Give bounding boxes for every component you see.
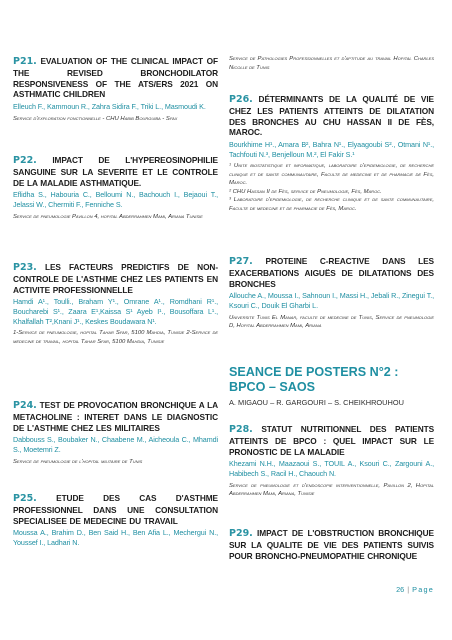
page-footer [396, 585, 434, 594]
abstract-p23 [13, 262, 218, 346]
abstract-affiliation: 1-Service de pneumologie, hopital Tahar Sfar, 5100 Mahdia, Tunisie 2-Service de medecine de travail, hopital Tahar Sfar, 5100 Mahdia, Tunisie [13, 330, 218, 345]
abstract-p21 [13, 56, 218, 123]
abstract-title: P22. IMPACT DE L'HYPEREOSINOPHILIE SANGUINE SUR LA SEVERITE ET LE CONTROLE DE LA MALADIE ASTHMATIQUE. [13, 155, 218, 188]
abstract-number: P24. [13, 400, 37, 411]
abstract-authors: Dabbouss S., Boubaker N., Chaabene M., Aicheoula C., Mhamdi S., Moetemri Z. [13, 435, 218, 454]
abstract-authors: Moussa A., Brahim D., Ben Said H., Ben Afia L., Mechergui N., Youssef I., Ladhari N. [13, 528, 218, 547]
abstract-number: P25. [13, 493, 37, 504]
abstract-p26 [229, 94, 434, 213]
abstract-affiliation: Universite Tunis El Manar, faculte de medecine de Tunis, Service de pneumologie D, Hopital Abderrahmen Mami, Ariana [229, 314, 434, 330]
abstract-title: P21. EVALUATION OF THE CLINICAL IMPACT OF THE REVISED BRONCHODILATOR RESPONSIVENESS OF THE ATS/ERS 2021 ON ASTHMATIC CHILDREN [13, 56, 218, 100]
abstract-p25 [13, 493, 218, 548]
abstract-affiliation: Service de pneumologie et d'endoscopie interventionnelle, Pavillon 2, Hopital Abderrahmen Mami, Ariana, Tunisie [229, 482, 434, 498]
abstract-title: P27. PROTEINE C-REACTIVE DANS LES EXACERBATIONS AIGUËS DE DILATATIONS DES BRONCHES [229, 256, 434, 289]
page-number: 26 [396, 585, 405, 594]
abstract-title: P23. LES FACTEURS PREDICTIFS DE NON-CONTROLE DE L'ASTHME CHEZ LES PATIENTS EN ACTIVITE PROFESSIONNELLE [13, 262, 218, 295]
abstract-number: P23. [13, 262, 37, 273]
footer-separator: | [407, 585, 410, 594]
abstract-number: P22. [13, 155, 37, 166]
abstract-title: P28. STATUT NUTRITIONNEL DES PATIENTS ATTEINTS DE BPCO : QUEL IMPACT SUR LE PRONOSTIC DE LA MALADIE [229, 424, 434, 457]
abstract-affiliation: Service de Pathologies Professionnelles et d'aptitude au travail Hopital Charles Nicolle de Tunis [229, 56, 434, 71]
affiliation-line: ³ Laboratoire d'epidemiologie, de recherche clinique et de sante communautaire, Faculte de medecine et de pharmacie de Fès, Maroc. [229, 197, 434, 212]
abstract-authors: Eflidha S., Habouria C., Belloumi N., Bachouch I., Bejaoui T., Jelassi W., Chermiti F., Fenniche S. [13, 190, 218, 209]
abstract-authors: Bourkhime H¹., Amara B², Bahra N¹., Elyaagoubi S²., Otmani N¹., Tachfouti N.³, Benjelloun M.², El Fakir S.¹ [229, 140, 434, 159]
affiliation-line: ¹ Unite biostatistique et informatique, laboratoire d'epidemiologie, de recherche clinique et de sante communautaire, Faculte de medecine et de pharmacie de Fès, Maroc. [229, 163, 434, 187]
session-chairs: A. MIGAOU – R. GARGOURI – S. CHEIKHROUHOU [229, 398, 404, 407]
abstract-title: P29. IMPACT DE L'OBSTRUCTION BRONCHIQUE SUR LA QUALITE DE VIE DES PATIENTS SUIVIS POUR BRONCHO-PNEUMOPATHIE CHRONIQUE [229, 528, 434, 561]
abstract-number: P21. [13, 56, 37, 67]
abstract-authors: Khezami N.H., Maazaoui S., TOUIL A., Ksouri C., Zargouni A., Habibech S., Racil H., Chaouch N. [229, 459, 434, 478]
continued-affiliation [229, 55, 434, 72]
abstract-p29 [229, 528, 434, 561]
abstract-number: P28. [229, 424, 253, 435]
abstract-authors: Elleuch F., Kammoun R., Zahra Sidira F., Triki L., Masmoudi K. [13, 102, 206, 112]
abstract-number: P27. [229, 256, 253, 267]
abstract-affiliation: Service de pneumologie Pavillon 4, hopital Abderrahmen Mami, Ariana Tunisie [13, 213, 203, 220]
abstract-p27 [229, 256, 434, 331]
abstract-number: P29. [229, 528, 253, 539]
abstract-authors: Hamdi A¹., Toulli., Braham Y¹., Omrane A¹., Romdhani R¹., Boucharebi S¹., Zaara E¹,Kaissa S¹ Ayeb I¹., Bousoffara L¹., Khalfallah T²,Knani J¹., Keskes Boudawara N¹. [13, 297, 218, 326]
abstract-affiliation: Service d'exploration fonctionnelle - CHU Habib Bourguiba - Sfax [13, 115, 178, 122]
affiliation-line: ² CHU Hassan II de Fès, service de Pneumologie, Fès, Maroc. [229, 188, 382, 195]
page-label: Page [412, 585, 434, 594]
abstract-title: P26. DÉTERMINANTS DE LA QUALITÉ DE VIE CHEZ LES PATIENTS ATTEINTS DE DILATATION DES BRONCHES AU CHU HASSAN II DE FÈS, MAROC. [229, 94, 434, 138]
abstract-title: P25. ETUDE DES CAS D'ASTHME PROFESSIONNEL DANS UNE CONSULTATION SPECIALISEE DE MEDECINE DU TRAVAIL [13, 493, 218, 526]
abstract-p24 [13, 400, 218, 466]
abstract-title: P24. TEST DE PROVOCATION BRONCHIQUE A LA METACHOLINE : INTERET DANS LE DIAGNOSTIC DE L'ASTHME CHEZ LES MILITAIRES [13, 400, 218, 433]
abstract-p28 [229, 424, 434, 499]
abstract-p22 [13, 155, 218, 221]
abstract-authors: Allouche A., Moussa I., Sahnoun I., Massi H., Jebali R., Zinegui T., Ksouri C., Douik El Gharbi L. [229, 291, 434, 310]
abstract-number: P26. [229, 94, 253, 105]
abstract-affiliation: Service de pneumologie de l'hopital militaire de Tunis [13, 458, 143, 465]
section-heading: SEANCE DE POSTERS N°2 : BPCO – SAOS [229, 365, 399, 394]
